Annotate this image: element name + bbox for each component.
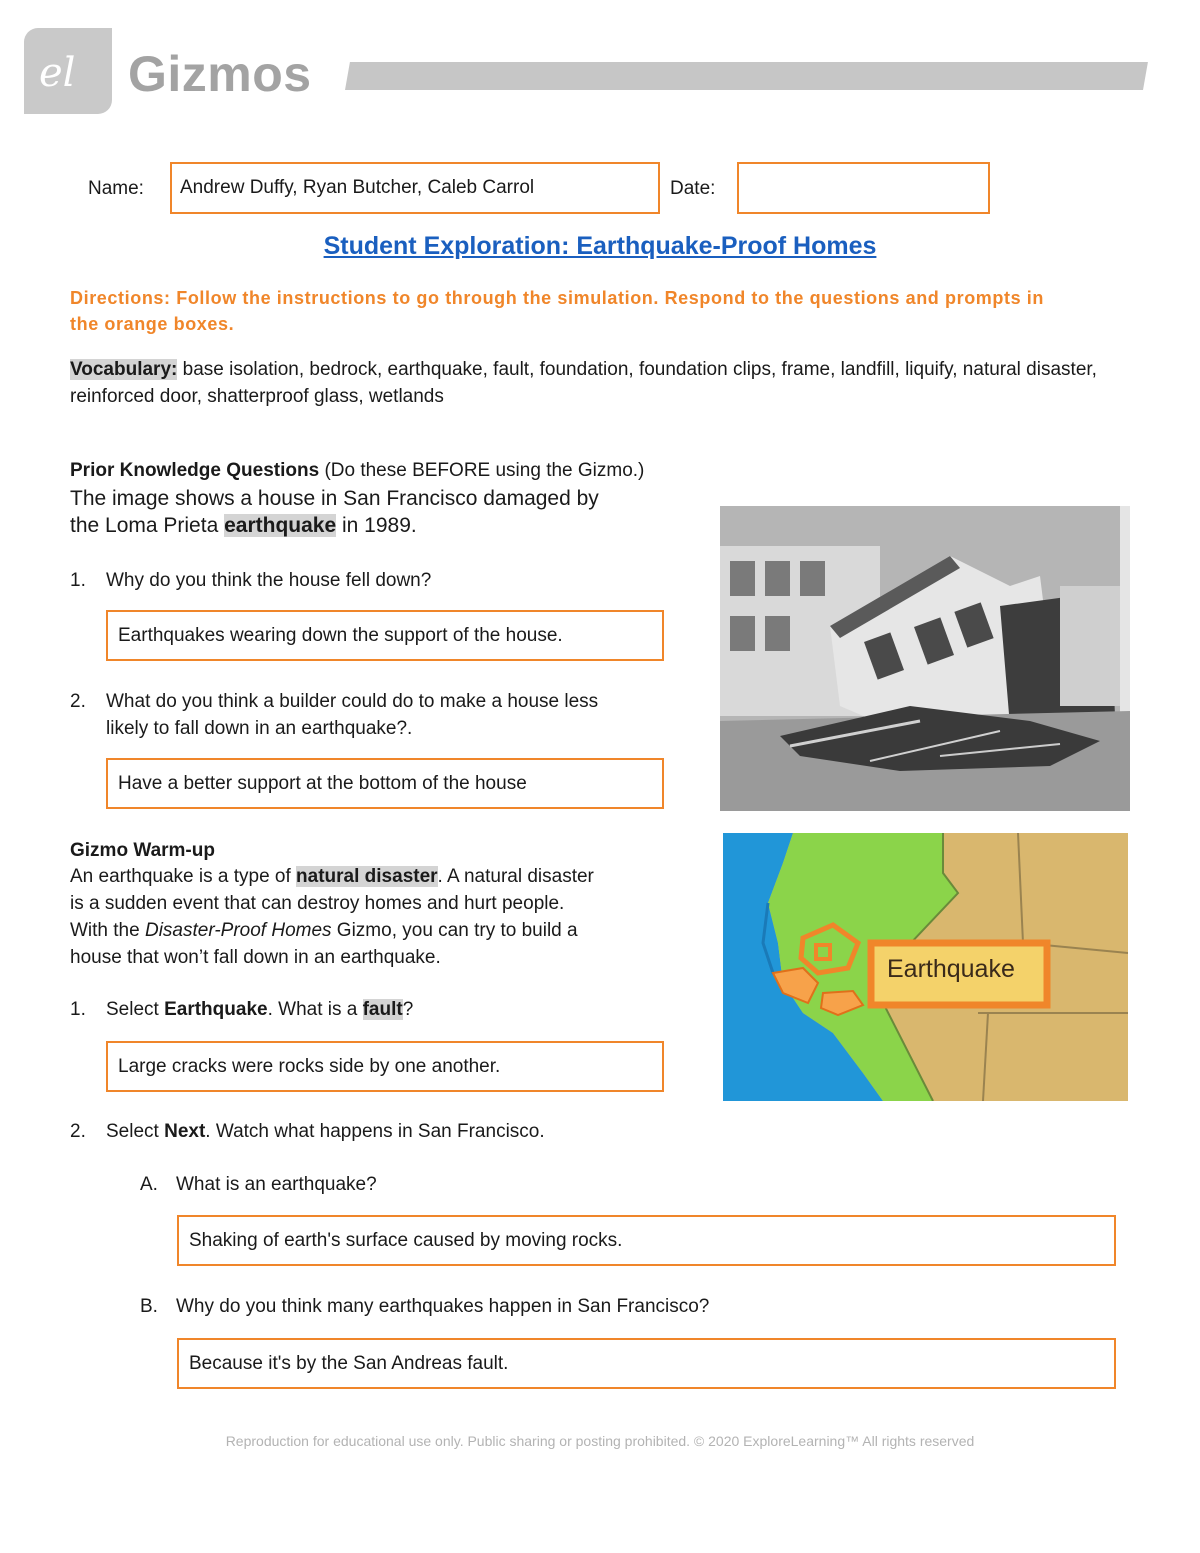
prior-heading-note: (Do these BEFORE using the Gizmo.) <box>324 460 645 481</box>
question-text <box>106 999 413 1020</box>
warmup-answer-2b[interactable]: Because it's by the San Andreas fault. <box>177 1338 1116 1389</box>
warmup-text: . A natural disaster <box>437 866 594 887</box>
warmup-answer-1[interactable]: Large cracks were rocks side by one another. <box>106 1041 664 1092</box>
prior-question-2 <box>70 688 690 742</box>
directions: Directions: Follow the instructions to go through the simulation. Respond to the questions and prompts in the orange boxes. <box>70 288 1044 334</box>
question-number: 1. <box>70 999 86 1020</box>
brand-name: Gizmos <box>128 46 312 102</box>
prior-answer-2[interactable]: Have a better support at the bottom of the house <box>106 758 664 809</box>
prior-answer-1[interactable]: Earthquakes wearing down the support of the house. <box>106 610 664 661</box>
svg-text:el: el <box>39 50 76 96</box>
warmup-line-1 <box>70 863 690 890</box>
warmup-line-2: is a sudden event that can destroy homes and hurt people. <box>70 893 565 914</box>
question-text-part: ? <box>402 999 414 1020</box>
warmup-text: With the <box>70 920 145 941</box>
date-label: Date: <box>670 178 716 199</box>
explorelearning-logo <box>24 28 112 114</box>
date-field[interactable] <box>737 162 990 214</box>
name-field[interactable]: Andrew Duffy, Ryan Butcher, Caleb Carrol <box>170 162 660 214</box>
warmup-text: Gizmo, you can try to build a <box>331 920 578 941</box>
collapsed-house-photo <box>720 506 1130 811</box>
collapsed-house-image <box>720 506 1130 811</box>
warmup-line-4: house that won’t fall down in an earthquake. <box>70 947 441 968</box>
map-label: Earthquake <box>887 955 1015 983</box>
prior-intro-year: in 1989. <box>336 514 417 537</box>
warmup-question-2b <box>140 1293 1040 1320</box>
earthquake-term: earthquake <box>224 514 337 537</box>
warmup-line-3 <box>70 917 690 944</box>
question-letter: B. <box>140 1296 158 1317</box>
question-text <box>106 1121 545 1142</box>
prior-intro-text: the Loma Prieta <box>70 514 225 537</box>
question-text-part: . Watch what happens in San Francisco. <box>205 1121 545 1142</box>
warmup-question-2 <box>70 1118 770 1145</box>
question-text-part: Select <box>106 999 165 1020</box>
warmup-paragraph <box>70 863 690 971</box>
prior-heading: Prior Knowledge Questions <box>70 460 320 481</box>
natural-disaster-term: natural disaster <box>296 866 438 887</box>
question-number: 2. <box>70 691 86 712</box>
warmup-question-2a <box>140 1171 840 1198</box>
question-text-part: . What is a <box>267 999 363 1020</box>
question-text: Why do you think the house fell down? <box>106 570 432 591</box>
copyright-footer: Reproduction for educational use only. Public sharing or posting prohibited. © 2020 ExploreLearning™ All rights reserved <box>225 1433 975 1449</box>
earthquake-keyword: Earthquake <box>164 999 268 1020</box>
prior-heading-line <box>70 457 644 484</box>
question-text: Why do you think many earthquakes happen in San Francisco? <box>176 1296 710 1317</box>
question-text-line-1: What do you think a builder could do to make a house less <box>106 691 599 712</box>
warmup-question-1 <box>70 996 690 1023</box>
question-number: 1. <box>70 570 86 591</box>
page-title: Student Exploration: Earthquake-Proof Homes <box>323 232 877 260</box>
prior-intro-2 <box>70 512 417 539</box>
prior-intro-1: The image shows a house in San Francisco damaged by <box>70 487 599 510</box>
next-keyword: Next <box>164 1121 206 1142</box>
vocabulary <box>70 356 1100 410</box>
name-label: Name: <box>88 178 144 199</box>
question-letter: A. <box>140 1174 158 1195</box>
fault-term: fault <box>362 999 403 1020</box>
question-number: 2. <box>70 1121 86 1142</box>
question-text-part: Select <box>106 1121 165 1142</box>
header-bar <box>345 62 1148 90</box>
question-text-line-2: likely to fall down in an earthquake?. <box>106 718 413 739</box>
gizmo-name: Disaster-Proof Homes <box>144 920 332 941</box>
warmup-text: An earthquake is a type of <box>70 866 297 887</box>
warmup-answer-2a[interactable]: Shaking of earth's surface caused by moving rocks. <box>177 1215 1116 1266</box>
prior-question-1 <box>70 567 690 594</box>
vocabulary-label: Vocabulary: <box>70 359 178 380</box>
question-text: What is an earthquake? <box>176 1174 377 1195</box>
el-logo-icon <box>33 46 103 96</box>
earthquake-map <box>723 833 1128 1101</box>
vocabulary-terms: base isolation, bedrock, earthquake, fault, foundation, foundation clips, frame, landfill, liquify, natural disaster, reinforced door, shatterproof glass, wetlands <box>70 359 1097 407</box>
warmup-heading: Gizmo Warm-up <box>70 840 215 861</box>
